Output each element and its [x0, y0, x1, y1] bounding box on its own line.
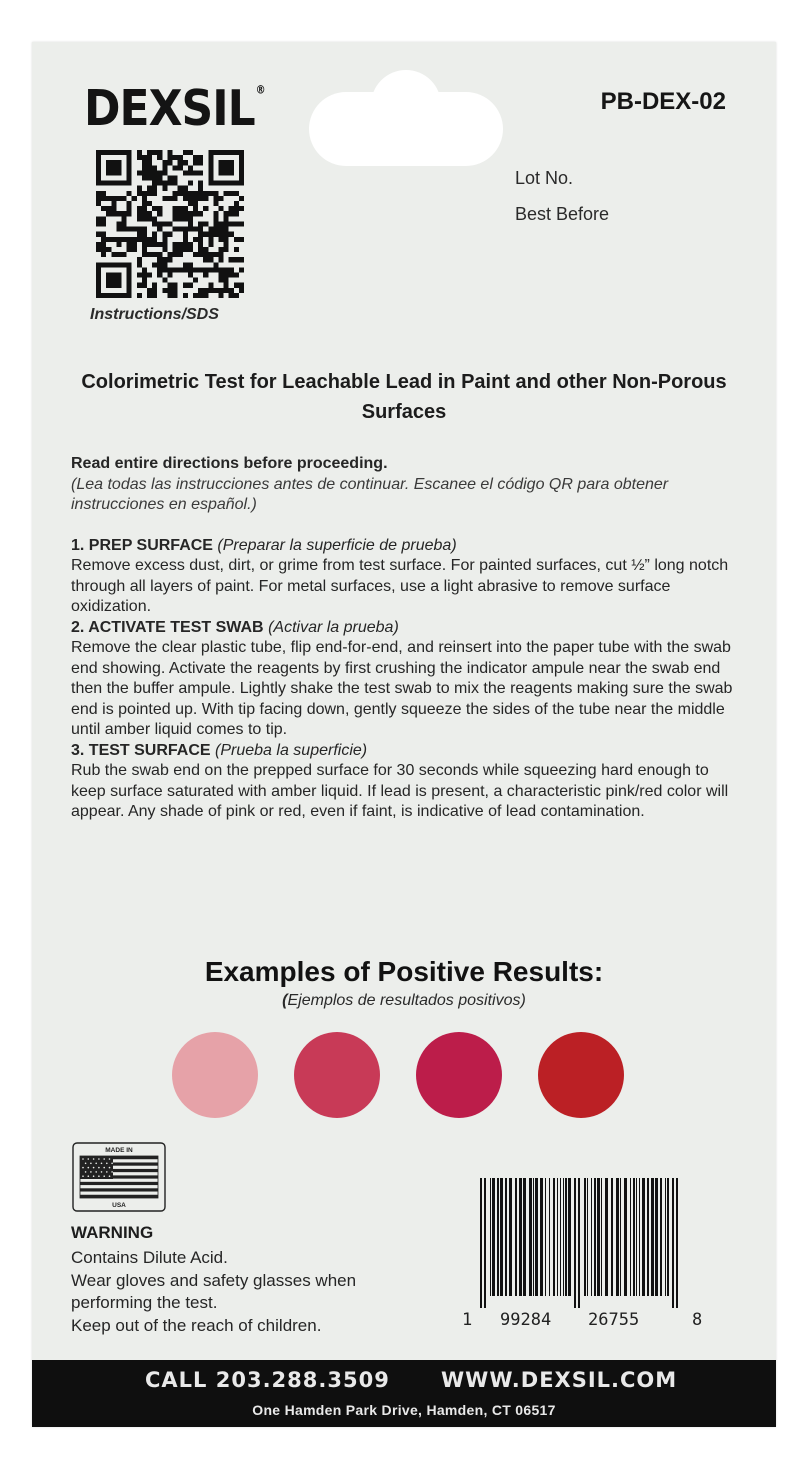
step-1-text: Remove excess dust, dirt, or grime from test surface. For painted surfaces, cut ½” long notch through all layers of paint. For metal surfaces, use a light abrasive to remove surface oxidization.	[71, 557, 729, 615]
step-1-heading-es: (Preparar la superficie de prueba)	[217, 536, 457, 554]
warning-title: WARNING	[71, 1223, 154, 1242]
warning-text	[71, 1247, 431, 1337]
website-link[interactable]: WWW.DEXSIL.COM	[441, 1368, 678, 1392]
warning-line: Keep out of the reach of children.	[71, 1315, 322, 1335]
footer-bar	[32, 1360, 776, 1427]
warning-line: performing the test.	[71, 1293, 218, 1312]
swatch-magenta-red	[416, 1032, 502, 1118]
product-code: PB-DEX-02	[600, 88, 726, 115]
swatch-dark-red	[538, 1032, 624, 1118]
examples-subtitle-paren: (	[282, 992, 288, 1009]
step-3	[71, 741, 745, 823]
step-3-heading-es: (Prueba la superficie)	[215, 741, 368, 759]
registered-mark: ®	[255, 84, 265, 97]
usa-text: USA	[112, 1202, 126, 1209]
best-before-label: Best Before	[515, 204, 610, 224]
step-2-heading: 2. ACTIVATE TEST SWAB	[71, 618, 264, 636]
step-1	[71, 536, 745, 618]
lot-number-label: Lot No.	[515, 168, 574, 188]
directions	[71, 454, 745, 823]
qr-code[interactable]	[96, 150, 244, 298]
logo-text: DEXSIL	[84, 80, 255, 138]
examples-subtitle	[32, 992, 776, 1010]
warning-line: Contains Dilute Acid.	[71, 1248, 228, 1267]
step-1-heading: 1. PREP SURFACE	[71, 536, 213, 554]
swatch-light-pink	[172, 1032, 258, 1118]
qr-caption: Instructions/SDS	[90, 306, 219, 323]
warning-line: Wear gloves and safety glasses when	[71, 1270, 357, 1290]
product-card	[32, 42, 776, 1427]
hang-hole	[309, 92, 503, 166]
phone-number[interactable]: CALL 203.288.3509	[145, 1368, 390, 1392]
us-flag-icon	[80, 1156, 158, 1198]
examples-title: Examples of Positive Results:	[204, 956, 604, 987]
swatch-rose	[294, 1032, 380, 1118]
step-2	[71, 618, 745, 741]
upc-barcode[interactable]	[474, 1178, 684, 1308]
barcode-digit-group: 99284	[500, 1310, 552, 1330]
dexsil-logo	[84, 80, 265, 137]
step-2-text: Remove the clear plastic tube, flip end-for-end, and reinsert into the paper tube with the swab end showing. Activate the reagents by first crushing the indicator ampule near the swab end then the buffer ampule. Lightly shake the test swab to mix the reagents making sure the swab end is pointed up. With tip facing down, gently squeeze the sides of the tube near the middle until amber liquid comes to tip.	[71, 639, 733, 738]
barcode-digit-group: 8	[692, 1310, 703, 1330]
made-in-usa-badge	[72, 1142, 166, 1212]
step-2-heading-es: (Activar la prueba)	[268, 618, 399, 636]
step-3-heading: 3. TEST SURFACE	[71, 741, 211, 759]
barcode-digit-group: 1	[462, 1310, 473, 1330]
address: One Hamden Park Drive, Hamden, CT 06517	[252, 1402, 556, 1418]
step-3-text: Rub the swab end on the prepped surface for 30 seconds while squeezing hard enough to keep surface saturated with amber liquid. If lead is present, a characteristic pink/red color will appear. Any shade of pink or red, even if faint, is indicative of lead contamination.	[71, 762, 729, 820]
barcode-digit-group: 26755	[588, 1310, 640, 1330]
product-title: Colorimetric Test for Leachable Lead in Paint and other Non-Porous Surfaces	[81, 371, 727, 423]
examples-subtitle-text: Ejemplos de resultados positivos)	[287, 992, 526, 1009]
directions-lead: Read entire directions before proceeding.	[71, 455, 388, 472]
directions-spanish: (Lea todas las instrucciones antes de continuar. Escanee el código QR para obtener instrucciones en español.)	[71, 475, 669, 513]
made-in-text: MADE IN	[105, 1147, 133, 1154]
